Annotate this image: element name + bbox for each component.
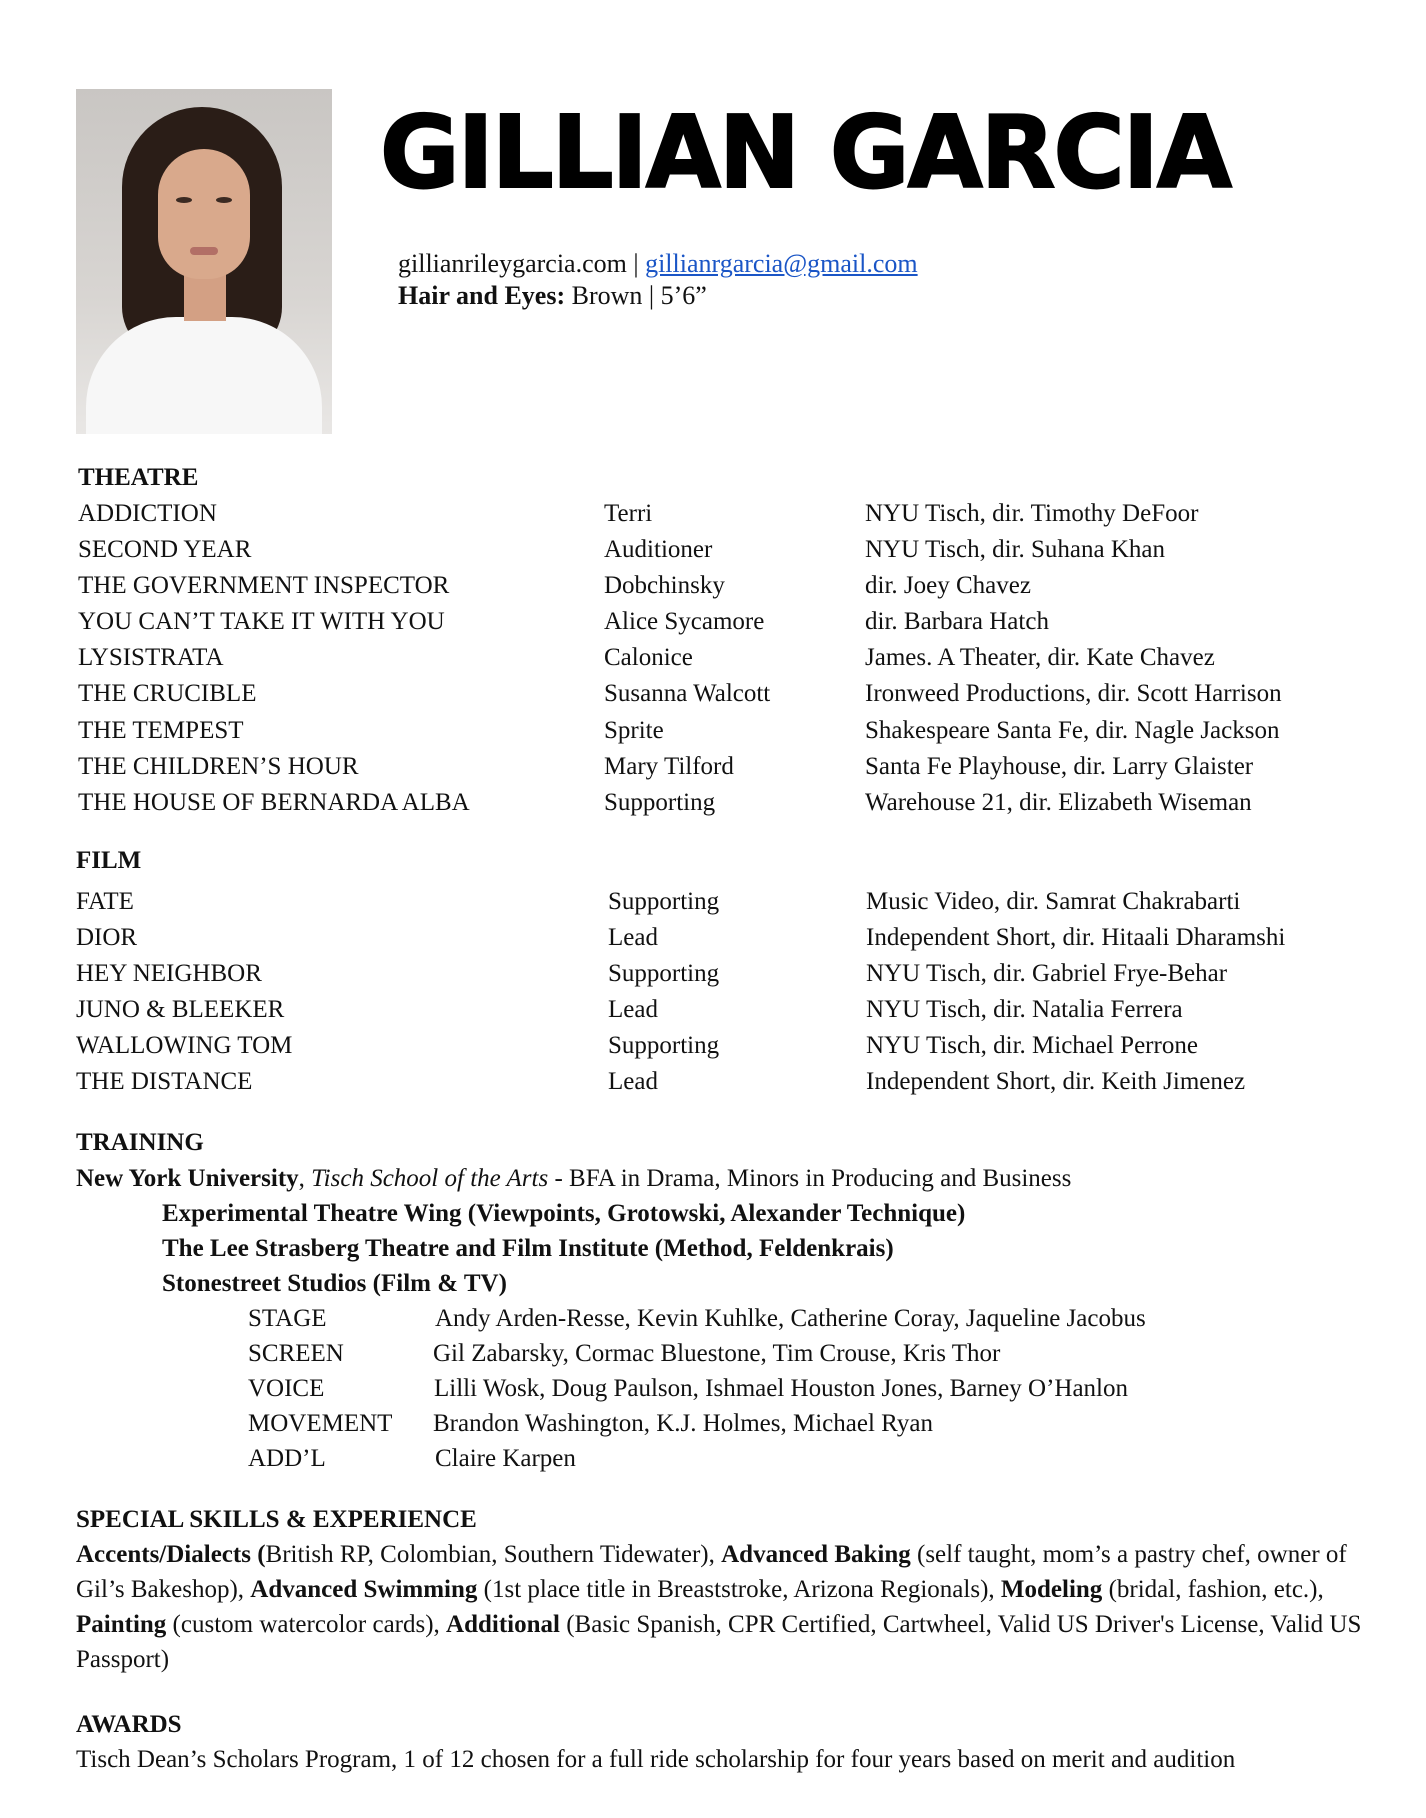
film-title: DIOR: [76, 924, 138, 951]
theatre-credit: dir. Joey Chavez: [865, 572, 1031, 599]
film-heading: FILM: [76, 847, 142, 874]
stats-line: [398, 280, 918, 312]
awards-text: Tisch Dean’s Scholars Program, 1 of 12 chosen for a full ride scholarship for four years based on merit and audition: [76, 1746, 1236, 1773]
teacher-names: Lilli Wosk, Doug Paulson, Ishmael Houston Jones, Barney O’Hanlon: [434, 1375, 1128, 1402]
film-role: Lead: [608, 996, 658, 1023]
skill-detail: British RP, Colombian, Southern Tidewater),: [265, 1541, 722, 1568]
film-title: WALLOWING TOM: [76, 1032, 293, 1059]
theatre-title: THE GOVERNMENT INSPECTOR: [78, 572, 450, 599]
film-credit: Independent Short, dir. Hitaali Dharamshi: [866, 924, 1286, 951]
theatre-role: Supporting: [604, 789, 716, 816]
actor-name: GILLIAN GARCIA: [380, 94, 1231, 211]
skills-paragraph: [76, 1537, 1366, 1677]
teacher-category: ADD’L: [248, 1445, 326, 1472]
headshot-photo: [76, 89, 332, 434]
theatre-credit: dir. Barbara Hatch: [865, 608, 1049, 635]
theatre-role: Susanna Walcott: [604, 680, 771, 707]
theatre-title: THE CRUCIBLE: [78, 680, 257, 707]
contact-separator: |: [626, 249, 646, 278]
skill-label: Additional: [446, 1611, 560, 1638]
theatre-credit: James. A Theater, dir. Kate Chavez: [865, 644, 1215, 671]
teacher-category: MOVEMENT: [248, 1410, 393, 1437]
skill-detail: (1st place title in Breaststroke, Arizona Regionals),: [477, 1576, 1001, 1603]
teacher-names: Claire Karpen: [435, 1445, 576, 1472]
training-school-line: [76, 1164, 1071, 1194]
skill-label: Advanced Baking: [721, 1541, 911, 1568]
film-role: Lead: [608, 924, 658, 951]
school-comma: ,: [298, 1165, 312, 1192]
film-role: Supporting: [608, 888, 720, 915]
film-role: Supporting: [608, 1032, 720, 1059]
studio-item: Experimental Theatre Wing (Viewpoints, Grotowski, Alexander Technique): [162, 1200, 966, 1227]
teacher-category: VOICE: [248, 1375, 325, 1402]
skill-label: Advanced Swimming: [250, 1576, 478, 1603]
film-title: HEY NEIGHBOR: [76, 960, 262, 987]
theatre-title: THE CHILDREN’S HOUR: [78, 753, 359, 780]
skill-detail: (Basic Spanish, CPR Certified, Cartwheel, Valid US Driver's License, Valid US Passport): [76, 1611, 1362, 1673]
skill-detail: (custom watercolor cards),: [166, 1611, 447, 1638]
film-credit: Music Video, dir. Samrat Chakrabarti: [866, 888, 1241, 915]
skill-label: Accents/Dialects (: [76, 1541, 266, 1568]
degree-text: - BFA in Drama, Minors in Producing and Business: [548, 1165, 1072, 1192]
theatre-title: ADDICTION: [78, 500, 217, 527]
skill-label: Modeling: [1000, 1576, 1103, 1603]
film-credit: NYU Tisch, dir. Michael Perrone: [866, 1032, 1198, 1059]
contact-info: [398, 248, 918, 312]
theatre-title: THE TEMPEST: [78, 717, 244, 744]
school-name: New York University: [76, 1165, 299, 1192]
theatre-credit: Warehouse 21, dir. Elizabeth Wiseman: [865, 789, 1252, 816]
film-title: JUNO & BLEEKER: [76, 996, 285, 1023]
theatre-credit: Shakespeare Santa Fe, dir. Nagle Jackson: [865, 717, 1280, 744]
website-text: gillianrileygarcia.com: [398, 249, 627, 278]
contact-line: [398, 248, 918, 280]
theatre-credit: NYU Tisch, dir. Timothy DeFoor: [865, 500, 1199, 527]
skill-detail: (bridal, fashion, etc.),: [1102, 1576, 1324, 1603]
theatre-title: SECOND YEAR: [78, 536, 252, 563]
teacher-names: Brandon Washington, K.J. Holmes, Michael Ryan: [433, 1410, 933, 1437]
awards-heading: AWARDS: [76, 1711, 182, 1738]
theatre-role: Auditioner: [604, 536, 713, 563]
film-credit: NYU Tisch, dir. Gabriel Frye-Behar: [866, 960, 1228, 987]
email-link[interactable]: gillianrgarcia@gmail.com: [645, 249, 918, 278]
teacher-category: STAGE: [248, 1305, 327, 1332]
film-role: Supporting: [608, 960, 720, 987]
skills-heading: SPECIAL SKILLS & EXPERIENCE: [76, 1506, 477, 1533]
theatre-heading: THEATRE: [78, 464, 199, 491]
theatre-title: LYSISTRATA: [78, 644, 224, 671]
theatre-role: Mary Tilford: [604, 753, 734, 780]
teacher-category: SCREEN: [248, 1340, 344, 1367]
teacher-names: Gil Zabarsky, Cormac Bluestone, Tim Crouse, Kris Thor: [433, 1340, 1001, 1367]
film-title: FATE: [76, 888, 134, 915]
studio-item: Stonestreet Studios (Film & TV): [162, 1270, 507, 1297]
theatre-title: THE HOUSE OF BERNARDA ALBA: [78, 789, 470, 816]
studio-item: The Lee Strasberg Theatre and Film Institute (Method, Feldenkrais): [162, 1235, 894, 1262]
skill-detail: (self taught, mom’s a pastry chef, owner of Gil’s Bakeshop),: [76, 1541, 1347, 1603]
film-title: THE DISTANCE: [76, 1068, 253, 1095]
theatre-role: Alice Sycamore: [604, 608, 765, 635]
stats-label: Hair and Eyes:: [398, 281, 566, 310]
theatre-role: Calonice: [604, 644, 693, 671]
film-credit: NYU Tisch, dir. Natalia Ferrera: [866, 996, 1183, 1023]
theatre-role: Sprite: [604, 717, 664, 744]
theatre-credit: Ironweed Productions, dir. Scott Harrison: [865, 680, 1282, 707]
program-name: Tisch School of the Arts: [311, 1165, 549, 1192]
film-role: Lead: [608, 1068, 658, 1095]
theatre-credit: Santa Fe Playhouse, dir. Larry Glaister: [865, 753, 1254, 780]
theatre-role: Dobchinsky: [604, 572, 725, 599]
skill-label: Painting: [76, 1611, 167, 1638]
theatre-role: Terri: [604, 500, 653, 527]
training-heading: TRAINING: [76, 1129, 204, 1156]
stats-value: Brown | 5’6”: [565, 281, 707, 310]
film-credit: Independent Short, dir. Keith Jimenez: [866, 1068, 1246, 1095]
teacher-names: Andy Arden-Resse, Kevin Kuhlke, Catherine Coray, Jaqueline Jacobus: [435, 1305, 1146, 1332]
theatre-credit: NYU Tisch, dir. Suhana Khan: [865, 536, 1166, 563]
theatre-title: YOU CAN’T TAKE IT WITH YOU: [78, 608, 445, 635]
